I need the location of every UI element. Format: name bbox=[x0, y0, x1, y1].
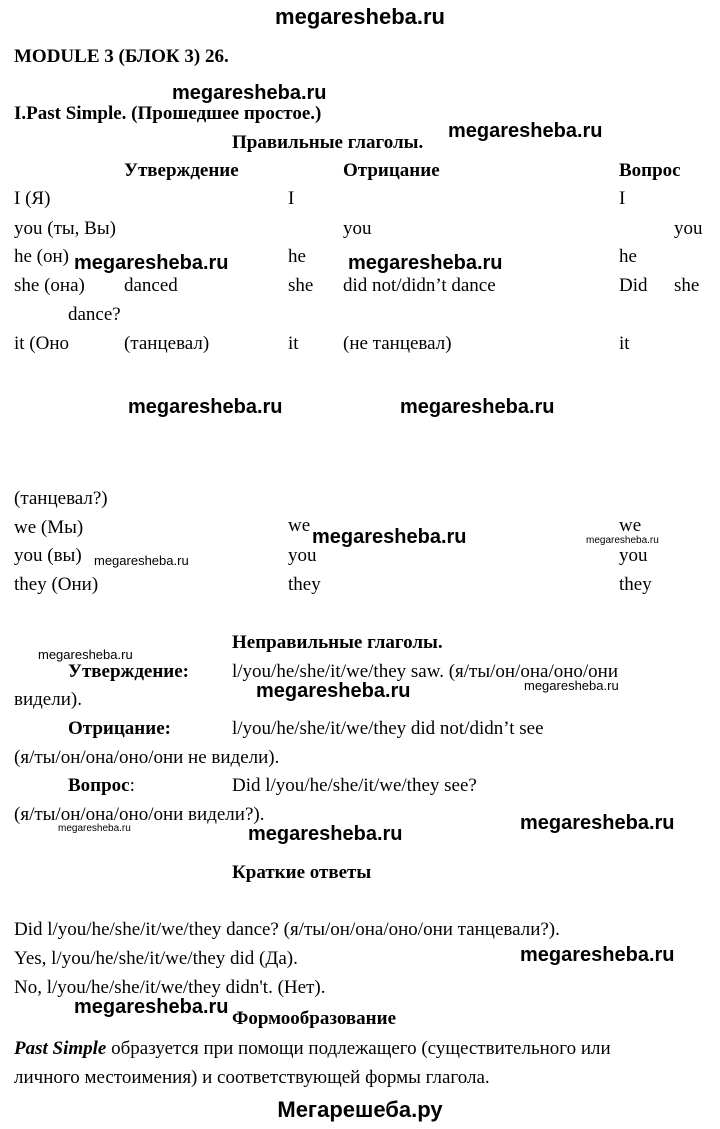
question-pronoun: they bbox=[619, 574, 652, 595]
question-pronoun: it bbox=[619, 333, 630, 354]
negative-pronoun: they bbox=[288, 574, 321, 595]
watermark: megaresheba.ru bbox=[448, 120, 603, 142]
watermark: megaresheba.ru bbox=[94, 553, 189, 568]
watermark: megaresheba.ru bbox=[256, 680, 411, 702]
irregular-question-text: Did l/you/he/she/it/we/they see? bbox=[232, 775, 477, 796]
irregular-negative-text: l/you/he/she/it/we/they did not/didn’t see bbox=[232, 718, 544, 739]
pronoun: dance? bbox=[68, 304, 121, 325]
watermark: megaresheba.ru bbox=[312, 526, 467, 548]
pronoun: I (Я) bbox=[14, 188, 51, 209]
pronoun: it (Оно bbox=[14, 333, 70, 354]
question-pronoun: we bbox=[619, 515, 642, 536]
short-answer-line: No, l/you/he/she/it/we/they didn't. (Нет). bbox=[14, 977, 326, 998]
watermark: megaresheba.ru bbox=[74, 252, 229, 274]
question-label-colon: : bbox=[129, 775, 135, 796]
pronoun: we (Мы) bbox=[14, 517, 84, 538]
formation-line-rest: образуется при помощи подлежащего (существительного или bbox=[106, 1038, 611, 1059]
negative-pronoun: he bbox=[288, 246, 306, 267]
pronoun: he (он) bbox=[14, 246, 70, 267]
irregular-affirmative-label: Утверждение: bbox=[68, 661, 190, 682]
pronoun: you (вы) bbox=[14, 545, 82, 566]
watermark: megaresheba.ru bbox=[586, 535, 659, 546]
negative-pronoun: we bbox=[288, 515, 311, 536]
watermark: megaresheba.ru bbox=[58, 823, 131, 834]
short-answer-line: Yes, l/you/he/she/it/we/they did (Да). bbox=[14, 948, 298, 969]
formation-title: Формообразование bbox=[232, 1008, 396, 1029]
negative-pronoun: it bbox=[288, 333, 299, 354]
regular-verbs-title: Правильные глаголы. bbox=[232, 132, 424, 153]
formation-line: личного местоимения) и соответствующей формы глагола. bbox=[14, 1067, 490, 1088]
pronoun: they (Они) bbox=[14, 574, 99, 595]
watermark: megaresheba.ru bbox=[520, 944, 675, 966]
watermark: megaresheba.ru bbox=[520, 812, 675, 834]
short-answers-title: Краткие ответы bbox=[232, 862, 372, 883]
affirmative-verb: danced bbox=[124, 275, 178, 296]
irregular-question-cont: (я/ты/он/она/оно/они видели?). bbox=[14, 804, 265, 825]
irregular-affirmative-text: l/you/he/she/it/we/they saw. (я/ты/он/она/оно/они bbox=[232, 661, 619, 682]
affirmative-verb: (танцевал) bbox=[124, 333, 210, 354]
question-pronoun: Did bbox=[619, 275, 648, 296]
question-label-text: Вопрос bbox=[68, 775, 130, 796]
negative-verb: did not/didn’t dance bbox=[343, 275, 496, 296]
negative-verb: (не танцевал) bbox=[343, 333, 452, 354]
negative-pronoun: you bbox=[288, 545, 317, 566]
irregular-affirmative-cont: видели). bbox=[14, 689, 82, 710]
watermark: megaresheba.ru bbox=[38, 647, 133, 662]
formation-term: Past Simple bbox=[14, 1038, 107, 1059]
negative-pronoun: she bbox=[288, 275, 314, 296]
question-pronoun: I bbox=[619, 188, 626, 209]
negative-pronoun: I bbox=[288, 188, 295, 209]
watermark: megaresheba.ru bbox=[524, 678, 619, 693]
irregular-verbs-title: Неправильные глаголы. bbox=[232, 632, 443, 653]
pronoun: she (она) bbox=[14, 275, 85, 296]
question-extra: you bbox=[674, 218, 703, 239]
watermark: megaresheba.ru bbox=[128, 396, 283, 418]
question-extra: she bbox=[674, 275, 700, 296]
footer-site-name: Мегарешеба.ру bbox=[277, 1097, 443, 1122]
question-pronoun: you bbox=[619, 545, 648, 566]
watermark: megaresheba.ru bbox=[348, 252, 503, 274]
question-pronoun: he bbox=[619, 246, 637, 267]
watermark: megaresheba.ru bbox=[400, 396, 555, 418]
formation-line bbox=[14, 1038, 611, 1060]
header-affirmative: Утверждение bbox=[124, 160, 239, 181]
module-title: MODULE 3 (БЛОК 3) 26. bbox=[14, 46, 229, 67]
short-answer-line: Did l/you/he/she/it/we/they dance? (я/ты/он/она/оно/они танцевали?). bbox=[14, 919, 560, 940]
header-negative: Отрицание bbox=[343, 160, 440, 181]
header-question: Вопрос bbox=[619, 160, 681, 181]
header-site-name: megaresheba.ru bbox=[275, 4, 445, 29]
irregular-question-label bbox=[68, 775, 135, 797]
pronoun: you (ты, Вы) bbox=[14, 218, 116, 239]
irregular-negative-cont: (я/ты/он/она/оно/они не видели). bbox=[14, 747, 280, 768]
watermark: megaresheba.ru bbox=[74, 996, 229, 1018]
irregular-negative-label: Отрицание: bbox=[68, 718, 171, 739]
watermark: megaresheba.ru bbox=[172, 82, 327, 104]
pronoun: (танцевал?) bbox=[14, 488, 108, 509]
watermark: megaresheba.ru bbox=[248, 823, 403, 845]
section-title: I.Past Simple. (Прошедшее простое.) bbox=[14, 103, 322, 124]
negative-verb: you bbox=[343, 218, 372, 239]
